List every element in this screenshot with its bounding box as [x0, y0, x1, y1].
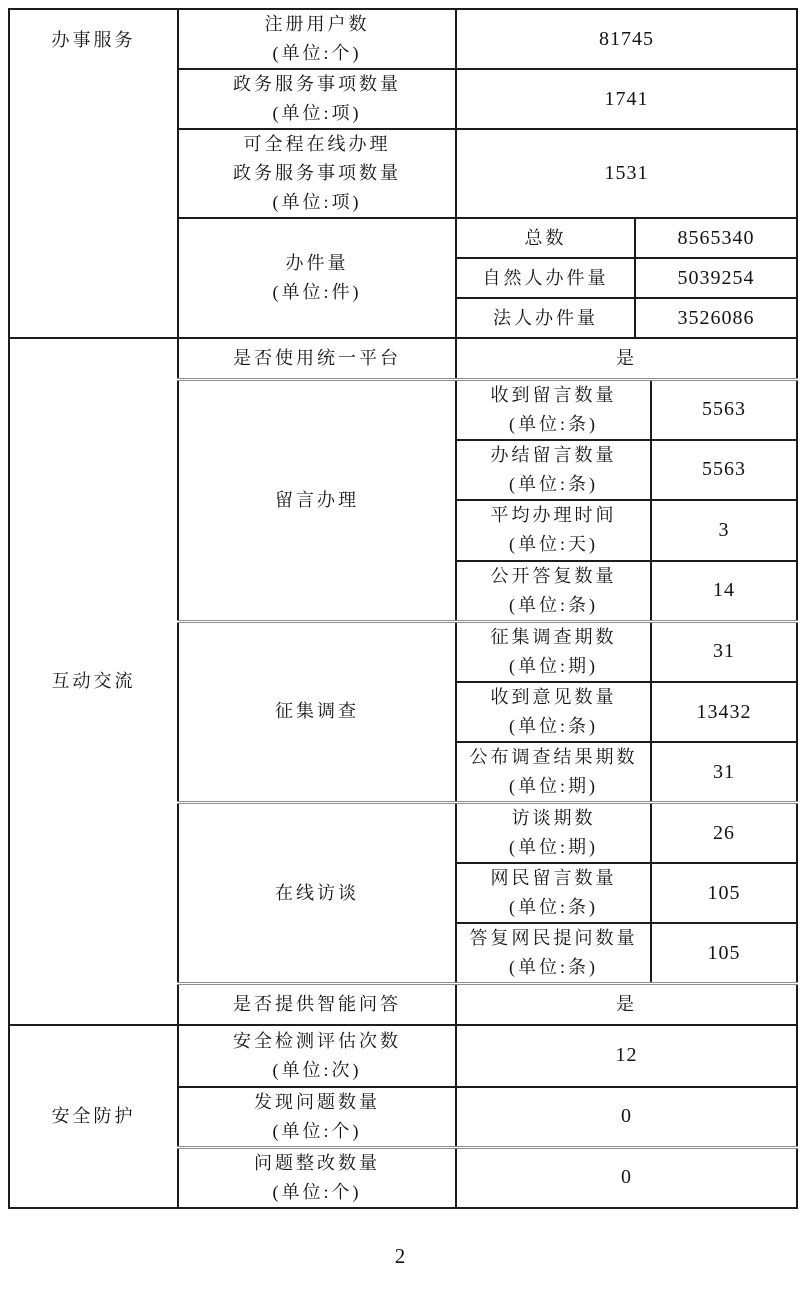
sub-indicator-cell: 自然人办件量	[456, 258, 635, 298]
sub-indicator-cell	[456, 379, 651, 440]
sub-indicator-cell	[456, 561, 651, 622]
indicator-label: 收到留言数量	[490, 384, 617, 405]
indicator-label: 安全检测评估次数	[233, 1030, 401, 1051]
value-cell: 105	[651, 923, 797, 984]
unit-label: (单位:条)	[509, 716, 598, 736]
value-cell: 3526086	[635, 298, 797, 338]
value-cell: 26	[651, 803, 797, 864]
value-cell: 14	[651, 561, 797, 622]
indicator-cell	[178, 9, 456, 69]
group-cell: 留言办理	[178, 379, 456, 621]
indicator-cell	[178, 69, 456, 129]
indicator-cell	[178, 129, 456, 218]
sub-indicator-cell	[456, 500, 651, 561]
value-cell: 0	[456, 1147, 797, 1208]
indicator-cell: 是否提供智能问答	[178, 984, 456, 1025]
group-cell: 征集调查	[178, 621, 456, 803]
value-cell: 3	[651, 500, 797, 561]
indicator-cell	[178, 1025, 456, 1087]
unit-label: (单位:条)	[509, 957, 598, 977]
indicator-label: 平均办理时间	[490, 505, 617, 525]
unit-label: (单位:期)	[509, 837, 598, 857]
unit-label: (单位:天)	[509, 534, 598, 554]
group-cell	[178, 218, 456, 338]
unit-label: (单位:个)	[272, 1181, 362, 1202]
value-cell: 是	[456, 338, 797, 379]
indicator-label: 政务服务事项数量	[233, 74, 401, 94]
value-cell: 31	[651, 742, 797, 803]
value-cell: 8565340	[635, 218, 797, 258]
group-label: 办件量	[285, 253, 349, 273]
indicator-label: 征集调查期数	[490, 626, 617, 647]
unit-label: (单位:条)	[509, 897, 598, 917]
report-table	[8, 8, 798, 1209]
sub-indicator-cell	[456, 923, 651, 984]
sub-indicator-cell	[456, 742, 651, 803]
unit-label: (单位:期)	[509, 655, 598, 676]
value-cell: 是	[456, 984, 797, 1025]
value-cell: 1531	[456, 129, 797, 218]
unit-label: (单位:项)	[272, 192, 362, 212]
sub-indicator-cell	[456, 440, 651, 500]
unit-label: (单位:个)	[272, 43, 362, 63]
sub-indicator-cell	[456, 682, 651, 742]
indicator-label: 发现问题数量	[254, 1091, 380, 1112]
indicator-cell	[178, 1087, 456, 1148]
indicator-label: 访谈期数	[511, 808, 596, 828]
value-cell: 5563	[651, 440, 797, 500]
value-cell: 13432	[651, 682, 797, 742]
indicator-label: 可全程在线办理	[243, 134, 391, 154]
indicator-label: 公开答复数量	[490, 565, 617, 586]
indicator-label: 注册用户数	[264, 14, 370, 34]
indicator-label: 问题整改数量	[254, 1152, 380, 1173]
unit-label: (单位:条)	[509, 473, 598, 494]
unit-label: (单位:条)	[509, 594, 598, 615]
value-cell: 81745	[456, 9, 797, 69]
unit-label: (单位:件)	[272, 282, 362, 302]
indicator-label: 答复网民提问数量	[469, 928, 638, 948]
sub-indicator-cell	[456, 621, 651, 682]
category-cell: 安全防护	[9, 1025, 178, 1209]
unit-label: (单位:项)	[272, 103, 362, 123]
value-cell: 31	[651, 621, 797, 682]
category-cell: 互动交流	[9, 338, 178, 1025]
sub-indicator-cell	[456, 803, 651, 864]
sub-indicator-cell: 总数	[456, 218, 635, 258]
value-cell: 1741	[456, 69, 797, 129]
value-cell: 12	[456, 1025, 797, 1087]
value-cell: 5039254	[635, 258, 797, 298]
unit-label: (单位:次)	[272, 1059, 362, 1080]
indicator-label: 网民留言数量	[490, 868, 617, 888]
unit-label: (单位:条)	[509, 413, 598, 434]
category-cell: 办事服务	[9, 9, 178, 338]
indicator-label: 政务服务事项数量	[233, 163, 401, 183]
indicator-label: 办结留言数量	[490, 444, 617, 465]
indicator-cell: 是否使用统一平台	[178, 338, 456, 379]
page-number: 2	[394, 1244, 406, 1268]
sub-indicator-cell: 法人办件量	[456, 298, 635, 338]
group-cell: 在线访谈	[178, 803, 456, 984]
value-cell: 105	[651, 863, 797, 923]
indicator-label: 公布调查结果期数	[469, 747, 638, 767]
unit-label: (单位:期)	[509, 776, 598, 796]
unit-label: (单位:个)	[272, 1120, 362, 1141]
sub-indicator-cell	[456, 863, 651, 923]
value-cell: 5563	[651, 379, 797, 440]
indicator-cell	[178, 1147, 456, 1208]
indicator-label: 收到意见数量	[490, 687, 617, 707]
value-cell: 0	[456, 1087, 797, 1148]
